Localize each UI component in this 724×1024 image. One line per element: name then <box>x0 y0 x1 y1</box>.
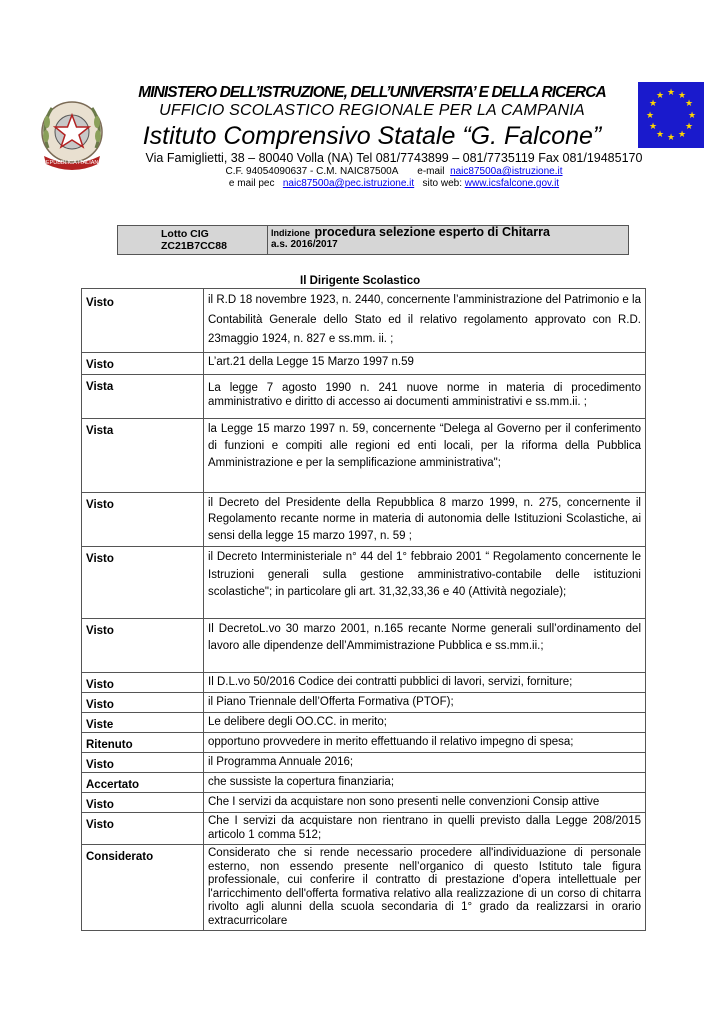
svg-text:★: ★ <box>666 88 676 98</box>
row-key: Visto <box>82 352 204 374</box>
row-key: Visto <box>82 492 204 547</box>
web-link[interactable]: www.icsfalcone.gov.it <box>464 178 560 189</box>
row-text: Il D.L.vo 50/2016 Codice dei contratti pubblici di lavori, servizi, forniture; <box>204 673 646 693</box>
svg-text:★: ★ <box>684 99 694 109</box>
table-row <box>82 289 646 353</box>
dirigente-heading: Il Dirigente Scolastico <box>300 275 421 287</box>
table-row <box>82 753 646 773</box>
table-row <box>82 418 646 492</box>
letterhead <box>112 84 643 190</box>
table-row <box>82 492 646 547</box>
table-row <box>82 374 646 418</box>
row-key: Visto <box>82 673 204 693</box>
row-key: Viste <box>82 713 204 733</box>
web-label: sito web: <box>422 178 462 189</box>
row-text: Le delibere degli OO.CC. in merito; <box>204 713 646 733</box>
row-text: Che I servizi da acquistare non sono presenti nelle convenzioni Consip attive <box>204 793 646 813</box>
table-row <box>82 693 646 713</box>
row-text: il Decreto del Presidente della Repubblica 8 marzo 1999, n. 275, concernente il Regolamento recante norme in materia di autonomia delle Istituzioni Scolastiche, ai sensi della legge 15 marzo 1997, n. 59 ; <box>204 492 646 547</box>
eu-flag-icon <box>638 82 704 148</box>
row-key: Considerato <box>82 845 204 931</box>
table-row <box>82 813 646 845</box>
indizione-cell <box>268 226 628 254</box>
regional-office: UFFICIO SCOLASTICO REGIONALE PER LA CAMPANIA <box>159 102 585 119</box>
row-text: L’art.21 della Legge 15 Marzo 1997 n.59 <box>204 352 646 374</box>
svg-text:★: ★ <box>666 133 676 143</box>
row-key: Ritenuto <box>82 733 204 753</box>
school-address: Via Famiglietti, 38 – 80040 Volla (NA) Tel 081/7743899 – 081/7735119 Fax 081/19485170 <box>145 151 643 165</box>
svg-text:★: ★ <box>677 91 687 101</box>
table-row <box>82 547 646 619</box>
svg-text:★: ★ <box>687 111 697 121</box>
svg-text:★: ★ <box>645 111 655 121</box>
row-key: Visto <box>82 289 204 353</box>
row-text: Il DecretoL.vo 30 marzo 2001, n.165 recante Norme generali sull’ordinamento del lavoro alle dipendenze dell’Ammimistrazione Pubblica e ss.mm.ii.; <box>204 619 646 673</box>
lotto-code: ZC21B7CC88 <box>161 240 227 252</box>
svg-text:REPUBBLICA ITALIANA: REPUBBLICA ITALIANA <box>41 160 103 166</box>
table-row <box>82 673 646 693</box>
row-text: La legge 7 agosto 1990 n. 241 nuove norme in materia di procedimento amministrativo e diritto di accesso ai documenti amministrativi e ss.mm.ii. ; <box>204 374 646 418</box>
row-key: Visto <box>82 813 204 845</box>
lotto-cig-cell <box>118 226 268 254</box>
svg-text:★: ★ <box>655 130 665 140</box>
table-row <box>82 733 646 753</box>
school-name: Istituto Comprensivo Statale “G. Falcone” <box>142 122 602 150</box>
row-text: la Legge 15 marzo 1997 n. 59, concernente “Delega al Governo per il conferimento di funzioni e compiti alle regioni ed enti locali, per la riforma della Pubblica Amministrazione e per la semplificazione amministrativa"; <box>204 418 646 492</box>
row-text: Che I servizi da acquistare non rientrano in quelli previsto dalla Legge 208/2015 articolo 1 comma 512; <box>204 813 646 845</box>
table-row <box>82 773 646 793</box>
row-text: il R.D 18 novembre 1923, n. 2440, concernente l’amministrazione del Patrimonio e la Contabilità Generale dello Stato ed il relativo regolamento approvato con R.D. 23maggio 1924, n. 827 e ss.mm. ii. ; <box>204 289 646 353</box>
row-text: che sussiste la copertura finanziaria; <box>204 773 646 793</box>
pec-line <box>134 178 654 190</box>
row-key: Visto <box>82 793 204 813</box>
row-key: Visto <box>82 619 204 673</box>
svg-text:★: ★ <box>648 122 658 132</box>
row-text: opportuno provvedere in merito effettuando il relativo impegno di spesa; <box>204 733 646 753</box>
fiscal-line <box>134 166 654 178</box>
row-key: Vista <box>82 418 204 492</box>
row-key: Visto <box>82 693 204 713</box>
svg-text:★: ★ <box>655 91 665 101</box>
school-year: a.s. 2016/2017 <box>271 239 338 250</box>
republic-emblem-icon <box>34 96 110 174</box>
row-key: Visto <box>82 753 204 773</box>
table-row <box>82 845 646 931</box>
table-row <box>82 793 646 813</box>
lotto-box <box>117 225 629 255</box>
ministry-name: MINISTERO DELL’ISTRUZIONE, DELL’UNIVERSITA’ E DELLA RICERCA <box>138 84 606 101</box>
svg-text:★: ★ <box>684 122 694 132</box>
pec-label: e mail pec <box>228 178 275 189</box>
table-row <box>82 352 646 374</box>
svg-text:★: ★ <box>677 130 687 140</box>
row-text: il Piano Triennale dell’Offerta Formativa (PTOF); <box>204 693 646 713</box>
lotto-label: Lotto CIG <box>161 228 209 240</box>
row-key: Vista <box>82 374 204 418</box>
svg-text:★: ★ <box>648 99 658 109</box>
email-label: e-mail <box>417 166 445 177</box>
table-row <box>82 713 646 733</box>
indizione-label: Indizione <box>271 228 310 238</box>
indizione-title: procedura selezione esperto di Chitarra <box>314 225 550 239</box>
row-text: il Programma Annuale 2016; <box>204 753 646 773</box>
premises-table <box>81 288 646 931</box>
table-row <box>82 619 646 673</box>
row-key: Visto <box>82 547 204 619</box>
pec-link[interactable]: naic87500a@pec.istruzione.it <box>282 178 415 189</box>
row-text: il Decreto Interministeriale n° 44 del 1° febbraio 2001 “ Regolamento concernente le Istruzioni generali sulla gestione amministrativo-contabile delle istituzioni scolastiche"; in particolare gli art. 31,32,33,36 e 40 (Attività negoziale); <box>204 547 646 619</box>
email-link[interactable]: naic87500a@istruzione.it <box>450 166 563 177</box>
fiscal-code: C.F. 94054090637 - C.M. NAIC87500A <box>225 166 398 177</box>
row-text: Considerato che si rende necessario procedere all'individuazione di personale esterno, non essendo presente nell’organico di questo Istituto tale figura professionale, cui conferire il contratto di prestazione d'opera intellettuale per l'arricchimento dell'offerta formativa relativo alla realizzazione di un corso di chitarra rivolto agli alunni della scuola secondaria di 1° grado da realizzarsi in orario extracurricolare <box>204 845 646 931</box>
row-key: Accertato <box>82 773 204 793</box>
